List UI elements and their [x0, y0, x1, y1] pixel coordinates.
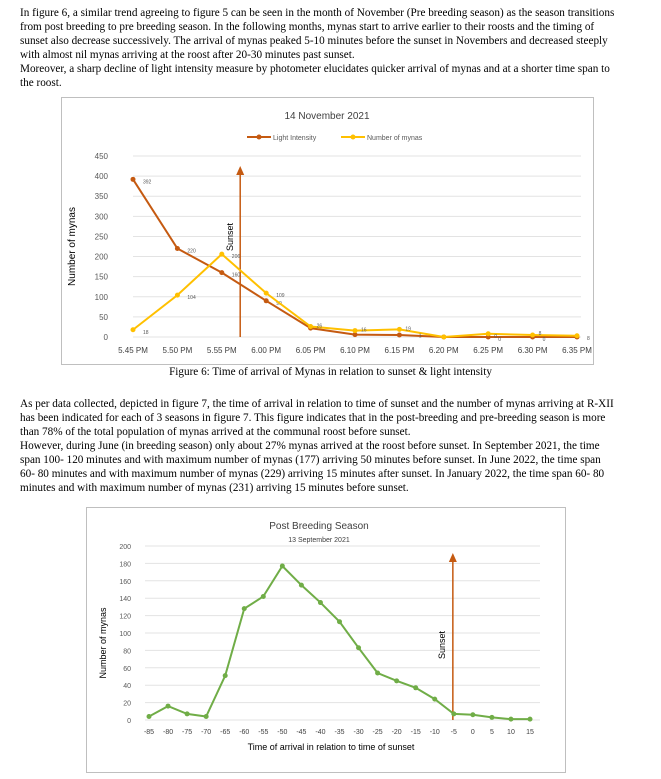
- x-axis-label: Time of arrival in relation to time of sunset: [247, 742, 415, 752]
- x-tick-label: 15: [526, 729, 534, 736]
- x-tick-label: -5: [450, 729, 457, 736]
- x-tick-label: -70: [201, 729, 212, 736]
- data-label-mynas: 8: [587, 335, 590, 342]
- y-tick-label: 300: [94, 212, 108, 222]
- data-label-light: 0: [542, 337, 546, 343]
- chart-subtitle: 13 September 2021: [288, 537, 350, 544]
- y-tick-label: 100: [119, 631, 131, 638]
- data-point: [166, 704, 171, 709]
- text-line: the roost.: [20, 77, 62, 89]
- text-line: Moreover, a sharp decline of light intensity measure by photometer elucidates quicker arrival of mynas and at a shorter time span to: [20, 63, 610, 75]
- y-tick-label: 150: [94, 272, 108, 282]
- data-point: [432, 697, 437, 702]
- text-line: with almost nil mynas arriving at the roost after 20-30 minutes past sunset.: [20, 49, 355, 61]
- text-line: minutes and with maximum number of mynas (231) arriving 15 minutes before sunset.: [20, 482, 409, 494]
- x-tick-label: 6.05 PM: [295, 346, 326, 355]
- data-point-mynas: [530, 332, 535, 337]
- data-point: [451, 711, 456, 716]
- data-point: [337, 619, 342, 624]
- text-line: from post breeding to pre breeding season. In the following months, mynas start to arrive earlier to their roosts and the timing of: [20, 21, 595, 33]
- x-tick-label: -80: [162, 729, 174, 736]
- data-label-light: 220: [187, 248, 196, 255]
- data-label-small: 26: [316, 323, 323, 330]
- data-point-mynas: [131, 327, 136, 332]
- data-label-mynas: 109: [276, 293, 285, 300]
- data-label-light: 160: [231, 272, 241, 279]
- text-line: As per data collected, depicted in figure 7, the time of arrival in relation to time of sunset and the number of mynas arriving at R-XII: [20, 398, 614, 410]
- data-point-light: [219, 270, 224, 275]
- data-point: [242, 606, 247, 611]
- data-label-mynas: 18: [143, 329, 149, 336]
- x-tick-label: -10: [429, 729, 440, 736]
- data-point-mynas: [353, 328, 358, 333]
- data-point: [528, 717, 533, 722]
- data-point: [489, 715, 494, 720]
- text-line: has been indicated for each of 3 seasons in figure 7. This figure indicates that in the post-breeding and pre-breeding season is more: [20, 412, 606, 424]
- y-tick-label: 20: [123, 700, 131, 708]
- data-label-small: 8: [538, 330, 542, 337]
- data-point-mynas: [486, 331, 491, 336]
- y-tick-label: 250: [94, 232, 108, 242]
- y-tick-label: 400: [94, 172, 108, 182]
- legend-marker-light: [257, 135, 262, 140]
- y-tick-label: 140: [119, 596, 131, 604]
- text-line: span 100- 120 minutes and with maximum number of mynas (177) arriving 50 minutes before sunset. In June 2022, the time span: [20, 454, 601, 466]
- x-tick-label: -30: [353, 729, 364, 736]
- data-point-light: [175, 246, 180, 251]
- y-tick-label: 200: [94, 252, 108, 262]
- data-point-mynas: [397, 327, 402, 332]
- y-tick-label: 180: [119, 561, 131, 569]
- y-tick-label: 50: [99, 312, 108, 322]
- data-label-small: 16: [361, 327, 367, 334]
- data-label-mynas: 104: [187, 295, 196, 302]
- data-label-mynas: 206: [231, 254, 241, 261]
- data-point: [413, 685, 418, 690]
- x-tick-label: -85: [143, 729, 155, 736]
- data-point: [375, 671, 380, 676]
- text-line: 60- 80 minutes and with maximum number of mynas (229) arriving 15 minutes after sunset. In January 2022, the time span 60- 80: [20, 468, 605, 480]
- x-tick-label: -35: [334, 729, 345, 736]
- y-tick-label: 0: [127, 718, 131, 725]
- text-line: sunset also decrease successively. The arrival of mynas peaked 5-10 minutes before the sunset in Novembers and decreased steeply: [20, 35, 608, 47]
- x-tick-label: -55: [258, 729, 269, 736]
- chart-title: 14 November 2021: [284, 111, 370, 122]
- y-tick-label: 200: [119, 544, 131, 551]
- x-tick-label: -20: [391, 729, 402, 736]
- y-tick-label: 80: [123, 648, 131, 656]
- x-tick-label: -40: [315, 729, 326, 736]
- y-tick-label: 350: [94, 192, 108, 202]
- sunset-arrowhead: [449, 553, 457, 562]
- x-tick-label: -50: [277, 729, 288, 736]
- data-point: [185, 711, 190, 716]
- figure-7-chart: [86, 507, 565, 772]
- figure-6-chart: [61, 97, 593, 364]
- series-line-mynas: [133, 254, 577, 337]
- text-line: However, during June (in breeding season) only about 27% mynas arrived at the roost before sunset. In September 2021, the time: [20, 440, 600, 452]
- data-label-small: 19: [405, 326, 411, 333]
- data-point-mynas: [264, 291, 269, 296]
- y-axis-label: Number of mynas: [67, 207, 78, 286]
- data-point-mynas: [441, 335, 446, 340]
- paragraph-2: [20, 397, 646, 495]
- data-point-light: [131, 177, 136, 182]
- legend-marker-mynas: [351, 135, 356, 140]
- y-tick-label: 450: [94, 152, 108, 161]
- data-point: [280, 564, 285, 569]
- figure-7-svg: [86, 507, 565, 772]
- y-tick-label: 160: [119, 578, 131, 586]
- data-point-mynas: [308, 324, 313, 329]
- data-point: [470, 712, 475, 717]
- x-tick-label: 6.15 PM: [384, 346, 415, 355]
- x-tick-label: 6.30 PM: [517, 346, 548, 355]
- figure-6-svg: [61, 97, 593, 364]
- data-point: [204, 714, 209, 719]
- data-label-small: 0: [494, 334, 497, 340]
- x-tick-label: -65: [220, 729, 231, 736]
- chart-title: Post Breeding Season: [269, 521, 369, 532]
- data-point-mynas: [175, 293, 180, 298]
- y-tick-label: 0: [103, 333, 108, 342]
- x-tick-label: -75: [182, 729, 193, 736]
- data-point: [318, 600, 323, 605]
- sunset-label: Sunset: [225, 222, 236, 252]
- data-point-mynas: [219, 252, 224, 257]
- data-point: [223, 673, 228, 678]
- x-tick-label: -60: [239, 729, 250, 736]
- figure-6-caption: Figure 6: Time of arrival of Mynas in relation to sunset & light intensity: [169, 366, 492, 378]
- data-label-light: 392: [143, 179, 152, 186]
- y-tick-label: 60: [123, 665, 131, 673]
- x-tick-label: 5: [489, 729, 494, 736]
- y-tick-label: 100: [94, 292, 108, 302]
- x-tick-label: 5.55 PM: [206, 346, 237, 355]
- x-tick-label: 5.45 PM: [118, 346, 148, 355]
- data-point: [356, 645, 361, 650]
- x-tick-label: 6.00 PM: [251, 346, 282, 355]
- data-point: [299, 583, 304, 588]
- x-tick-label: 6.20 PM: [428, 346, 459, 355]
- x-tick-label: -15: [410, 729, 421, 736]
- sunset-arrowhead: [236, 166, 244, 175]
- x-tick-label: 6.10 PM: [340, 346, 370, 355]
- series-line-light: [133, 179, 577, 337]
- y-tick-label: 120: [119, 613, 131, 621]
- y-tick-label: 40: [123, 683, 131, 691]
- text-line: than 78% of the total population of mynas arrived at the communal roost before sunset.: [20, 426, 411, 438]
- x-tick-label: 6.35 PM: [562, 346, 592, 355]
- data-label-light: 0: [498, 337, 501, 343]
- x-tick-label: -25: [372, 729, 383, 736]
- x-tick-label: 5.50 PM: [162, 346, 193, 355]
- x-tick-label: 0: [470, 729, 475, 736]
- data-point: [261, 594, 266, 599]
- x-tick-label: 6.25 PM: [473, 346, 504, 355]
- data-point-mynas: [575, 333, 580, 338]
- text-line: In figure 6, a similar trend agreeing to figure 5 can be seen in the month of November (Pre breeding season) as the season transitions: [20, 7, 615, 19]
- data-point: [508, 717, 513, 722]
- data-point: [394, 678, 399, 683]
- data-point-light: [397, 332, 402, 337]
- data-point-light: [264, 298, 269, 303]
- series-line: [149, 566, 530, 719]
- x-tick-label: -45: [296, 729, 307, 736]
- data-label-light: 90: [276, 300, 282, 307]
- data-point: [147, 714, 152, 719]
- data-label-small: 1: [418, 333, 422, 340]
- sunset-label: Sunset: [436, 630, 447, 660]
- legend-label-mynas: Number of mynas: [367, 135, 423, 142]
- y-axis-label: Number of mynas: [98, 607, 108, 679]
- paragraph-1: [20, 6, 646, 90]
- x-tick-label: 10: [507, 729, 515, 736]
- legend-label-light: Light Intensity: [273, 135, 317, 142]
